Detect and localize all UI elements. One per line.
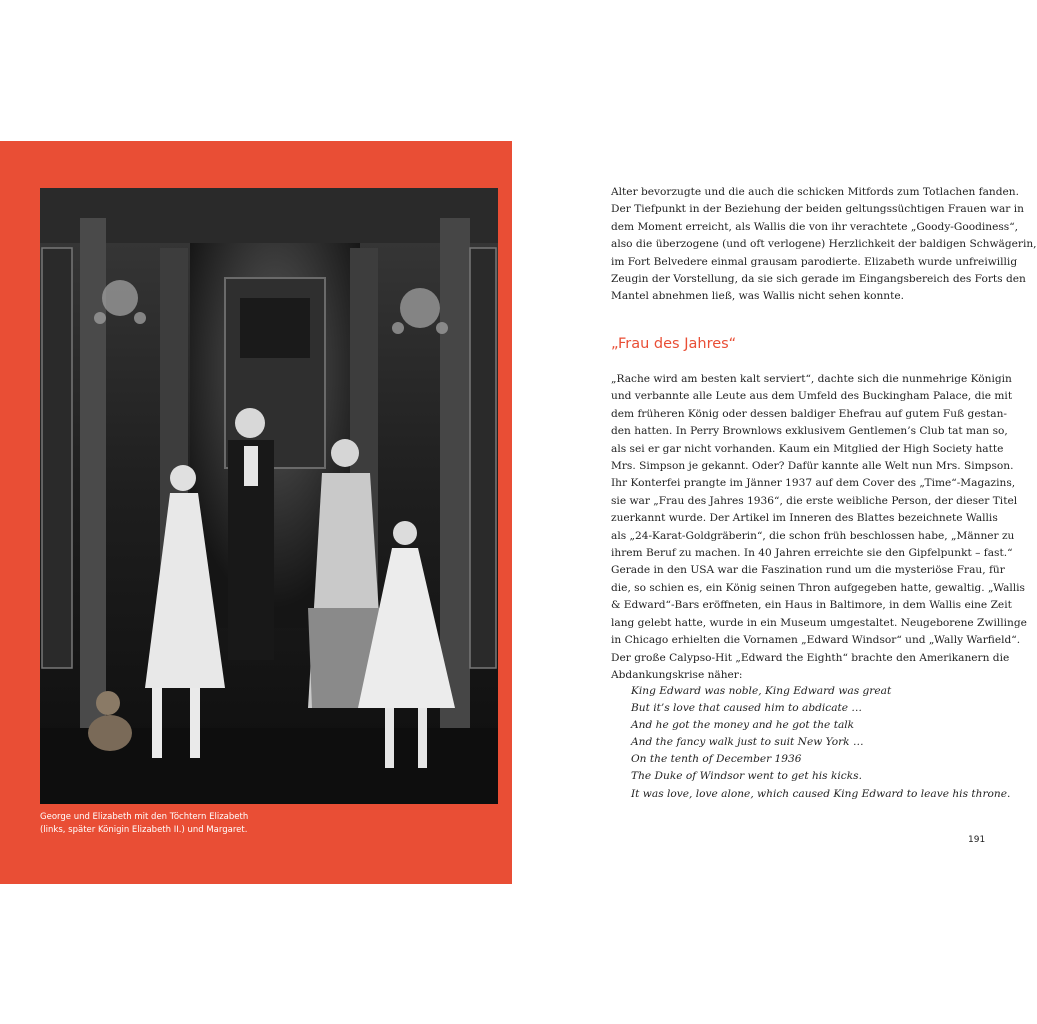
left-page-panel	[0, 141, 512, 884]
caption-line: (links, später Königin Elizabeth II.) und Margaret.	[40, 825, 248, 835]
portrait-illustration	[40, 188, 498, 804]
text-line: Abdankungskrise näher:	[611, 668, 743, 681]
text-line: Alter bevorzugte und die auch die schicken Mitfords zum Totlachen fanden.	[611, 186, 1019, 198]
text-line: Mantel abnehmen ließ, was Wallis nicht sehen konnte.	[611, 290, 904, 303]
text-line: Mrs. Simpson je gekannt. Oder? Dafür kannte alle Welt nun Mrs. Simpson.	[611, 460, 1014, 473]
body-paragraph	[611, 371, 1027, 684]
text-line: lang gelebt hatte, wurde in ein Museum umgestaltet. Neugeborene Zwillinge	[611, 616, 1027, 629]
text-line: Gerade in den USA war die Faszination rund um die mysteriöse Frau, für	[611, 564, 1005, 577]
text-line: in Chicago erhielten die Vornamen „Edward Windsor“ und „Wally Warfield“.	[611, 634, 1021, 647]
lyric-line: The Duke of Windsor went to get his kicks.	[631, 770, 862, 783]
lyric-line: King Edward was noble, King Edward was great	[631, 685, 892, 697]
lyric-line: And the fancy walk just to suit New York …	[631, 736, 864, 749]
text-line: also die überzogene (und oft verlogene) Herzlichkeit der baldigen Schwägerin,	[611, 238, 1037, 251]
lyric-line: It was love, love alone, which caused King Edward to leave his throne.	[631, 787, 1011, 800]
page-number: 191	[968, 835, 986, 845]
text-line: Der große Calypso-Hit „Edward the Eighth“ brachte den Amerikanern die	[611, 651, 1010, 664]
song-lyrics	[631, 683, 1011, 803]
text-line: sie war „Frau des Jahres 1936“, die erste weibliche Person, der dieser Titel	[611, 494, 1018, 507]
lyric-line: And he got the money and he got the talk	[631, 719, 855, 732]
intro-paragraph	[611, 184, 1037, 306]
text-line: ihrem Beruf zu machen. In 40 Jahren erreichte sie den Gipfelpunkt – fast.“	[611, 547, 1013, 560]
photo-caption	[40, 811, 340, 837]
text-line: Zeugin der Vorstellung, da sie sich gerade im Eingangsbereich des Forts den	[611, 273, 1026, 286]
family-portrait-photo	[40, 188, 498, 804]
caption-line: George und Elizabeth mit den Töchtern Elizabeth	[40, 812, 249, 822]
text-line: als „24-Karat-Goldgräberin“, die schon früh beschlossen habe, „Männer zu	[611, 529, 1015, 542]
text-line: dem Moment erreicht, als Wallis die von ihr verachtete „Goody-Goodiness“,	[611, 220, 1019, 233]
lyric-line: On the tenth of December 1936	[631, 753, 802, 766]
text-line: „Rache wird am besten kalt serviert“, dachte sich die nunmehrige Königin	[611, 373, 1012, 385]
text-line: Ihr Konterfei prangte im Jänner 1937 auf dem Cover des „Time“-Magazins,	[611, 477, 1016, 490]
text-line: dem früheren König oder dessen baldiger Ehefrau auf gutem Fuß gestan-	[611, 407, 1008, 420]
text-line: im Fort Belvedere einmal grausam parodierte. Elizabeth wurde unfreiwillig	[611, 255, 1018, 268]
text-line: den hatten. In Perry Brownlows exklusivem Gentlemen’s Club tat man so,	[611, 425, 1008, 438]
text-line: & Edward“-Bars eröffneten, ein Haus in Baltimore, in dem Wallis eine Zeit	[611, 599, 1012, 612]
text-line: Der Tiefpunkt in der Beziehung der beiden geltungssüchtigen Frauen war in	[611, 203, 1024, 216]
section-heading: „Frau des Jahres“	[611, 336, 737, 352]
text-line: als sei er gar nicht vorhanden. Kaum ein Mitglied der High Society hatte	[611, 442, 1004, 455]
text-line: die, so schien es, ein König seinen Thron aufgegeben hatte, gewaltig. „Wallis	[611, 581, 1025, 594]
lyric-line: But it’s love that caused him to abdicate …	[631, 702, 863, 715]
text-line: zuerkannt wurde. Der Artikel im Inneren des Blattes bezeichnete Wallis	[611, 512, 998, 525]
text-line: und verbannte alle Leute aus dem Umfeld des Buckingham Palace, die mit	[611, 390, 1013, 403]
